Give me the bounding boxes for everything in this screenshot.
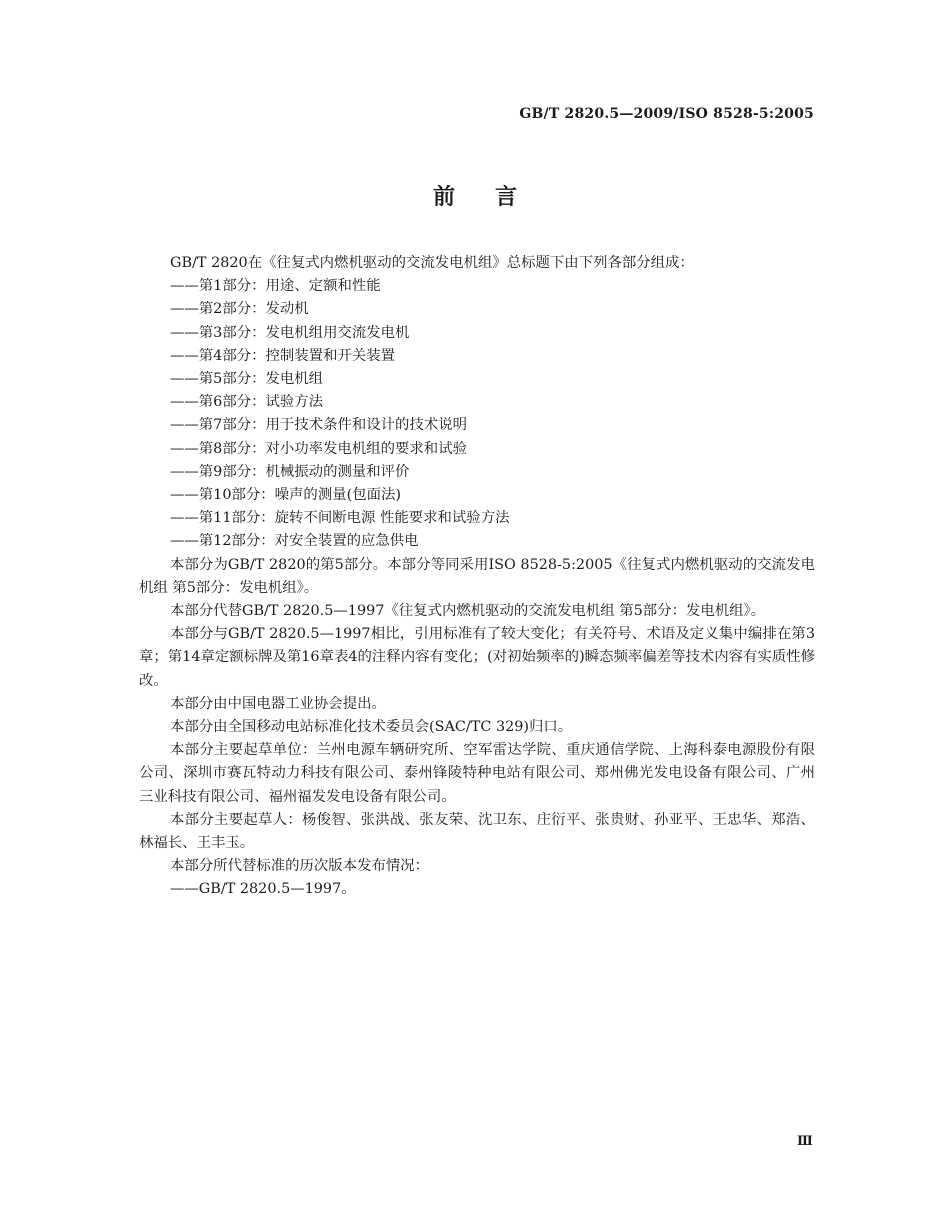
part-list-item: ——第5部分：发电机组 (170, 371, 324, 388)
paragraph-committee: 本部分由全国移动电站标准化技术委员会(SAC/TC 329)归口。 (170, 719, 573, 736)
paragraph-replaces: 本部分代替GB/T 2820.5—1997《往复式内燃机驱动的交流发电机组 第5部分：发电机组》。 (170, 603, 766, 620)
paragraph-history-heading: 本部分所代替标准的历次版本发布情况： (170, 858, 430, 875)
part-list-item: ——第11部分：旋转不间断电源 性能要求和试验方法 (170, 510, 510, 527)
part-list-item: ——第7部分：用于技术条件和设计的技术说明 (170, 417, 467, 434)
part-list-item: ——第3部分：发电机组用交流发电机 (170, 324, 410, 341)
intro-paragraph: GB/T 2820在《往复式内燃机驱动的交流发电机组》总标题下由下列各部分组成： (170, 255, 694, 271)
paragraph-proposed-by: 本部分由中国电器工业协会提出。 (170, 695, 386, 712)
part-list-item: ——第1部分：用途、定额和性能 (170, 278, 381, 295)
paragraph-part-number: 本部分为GB/T 2820的第5部分。本部分等同采用ISO 8528-5:2005《往复式内燃机驱动的交流发电机组 第5部分：发电机组》。 (139, 556, 815, 596)
page-title: 前言 (432, 184, 557, 210)
part-list-item: ——第4部分：控制装置和开关装置 (170, 347, 396, 364)
part-list-item: ——第12部分：对安全装置的应急供电 (170, 533, 419, 550)
part-list-item: ——第8部分：对小功率发电机组的要求和试验 (170, 440, 467, 457)
page-number: Ⅲ (797, 1134, 813, 1149)
history-list-item: ——GB/T 2820.5—1997。 (170, 881, 356, 898)
paragraph-drafting-units: 本部分主要起草单位：兰州电源车辆研究所、空军雷达学院、重庆通信学院、上海科泰电源股份有限公司、深圳市赛瓦特动力科技有限公司、泰州锋陵特种电站有限公司、郑州佛光发电设备有限公司、广州三业科技有限公司、福州福发发电设备有限公司。 (139, 742, 815, 805)
part-list-item: ——第9部分：机械振动的测量和评价 (170, 463, 410, 480)
document-body (139, 252, 815, 902)
part-list-item: ——第2部分：发动机 (170, 301, 309, 318)
paragraph-changes: 本部分与GB/T 2820.5—1997相比，引用标准有了较大变化；有关符号、术语及定义集中编排在第3章；第14章定额标牌及第16章表4的注释内容有变化；(对初始频率的)瞬态频率偏差等技术内容有实质性修改。 (139, 626, 815, 689)
standard-code-header: GB/T 2820.5—2009/ISO 8528-5:2005 (519, 106, 814, 122)
paragraph-drafters: 本部分主要起草人：杨俊智、张洪战、张友荣、沈卫东、庄衍平、张贵财、孙亚平、王忠华、郑浩、林福长、王丰玉。 (139, 811, 815, 852)
part-list-item: ——第6部分：试验方法 (170, 394, 324, 411)
part-list-item: ——第10部分：噪声的测量(包面法) (170, 487, 402, 504)
